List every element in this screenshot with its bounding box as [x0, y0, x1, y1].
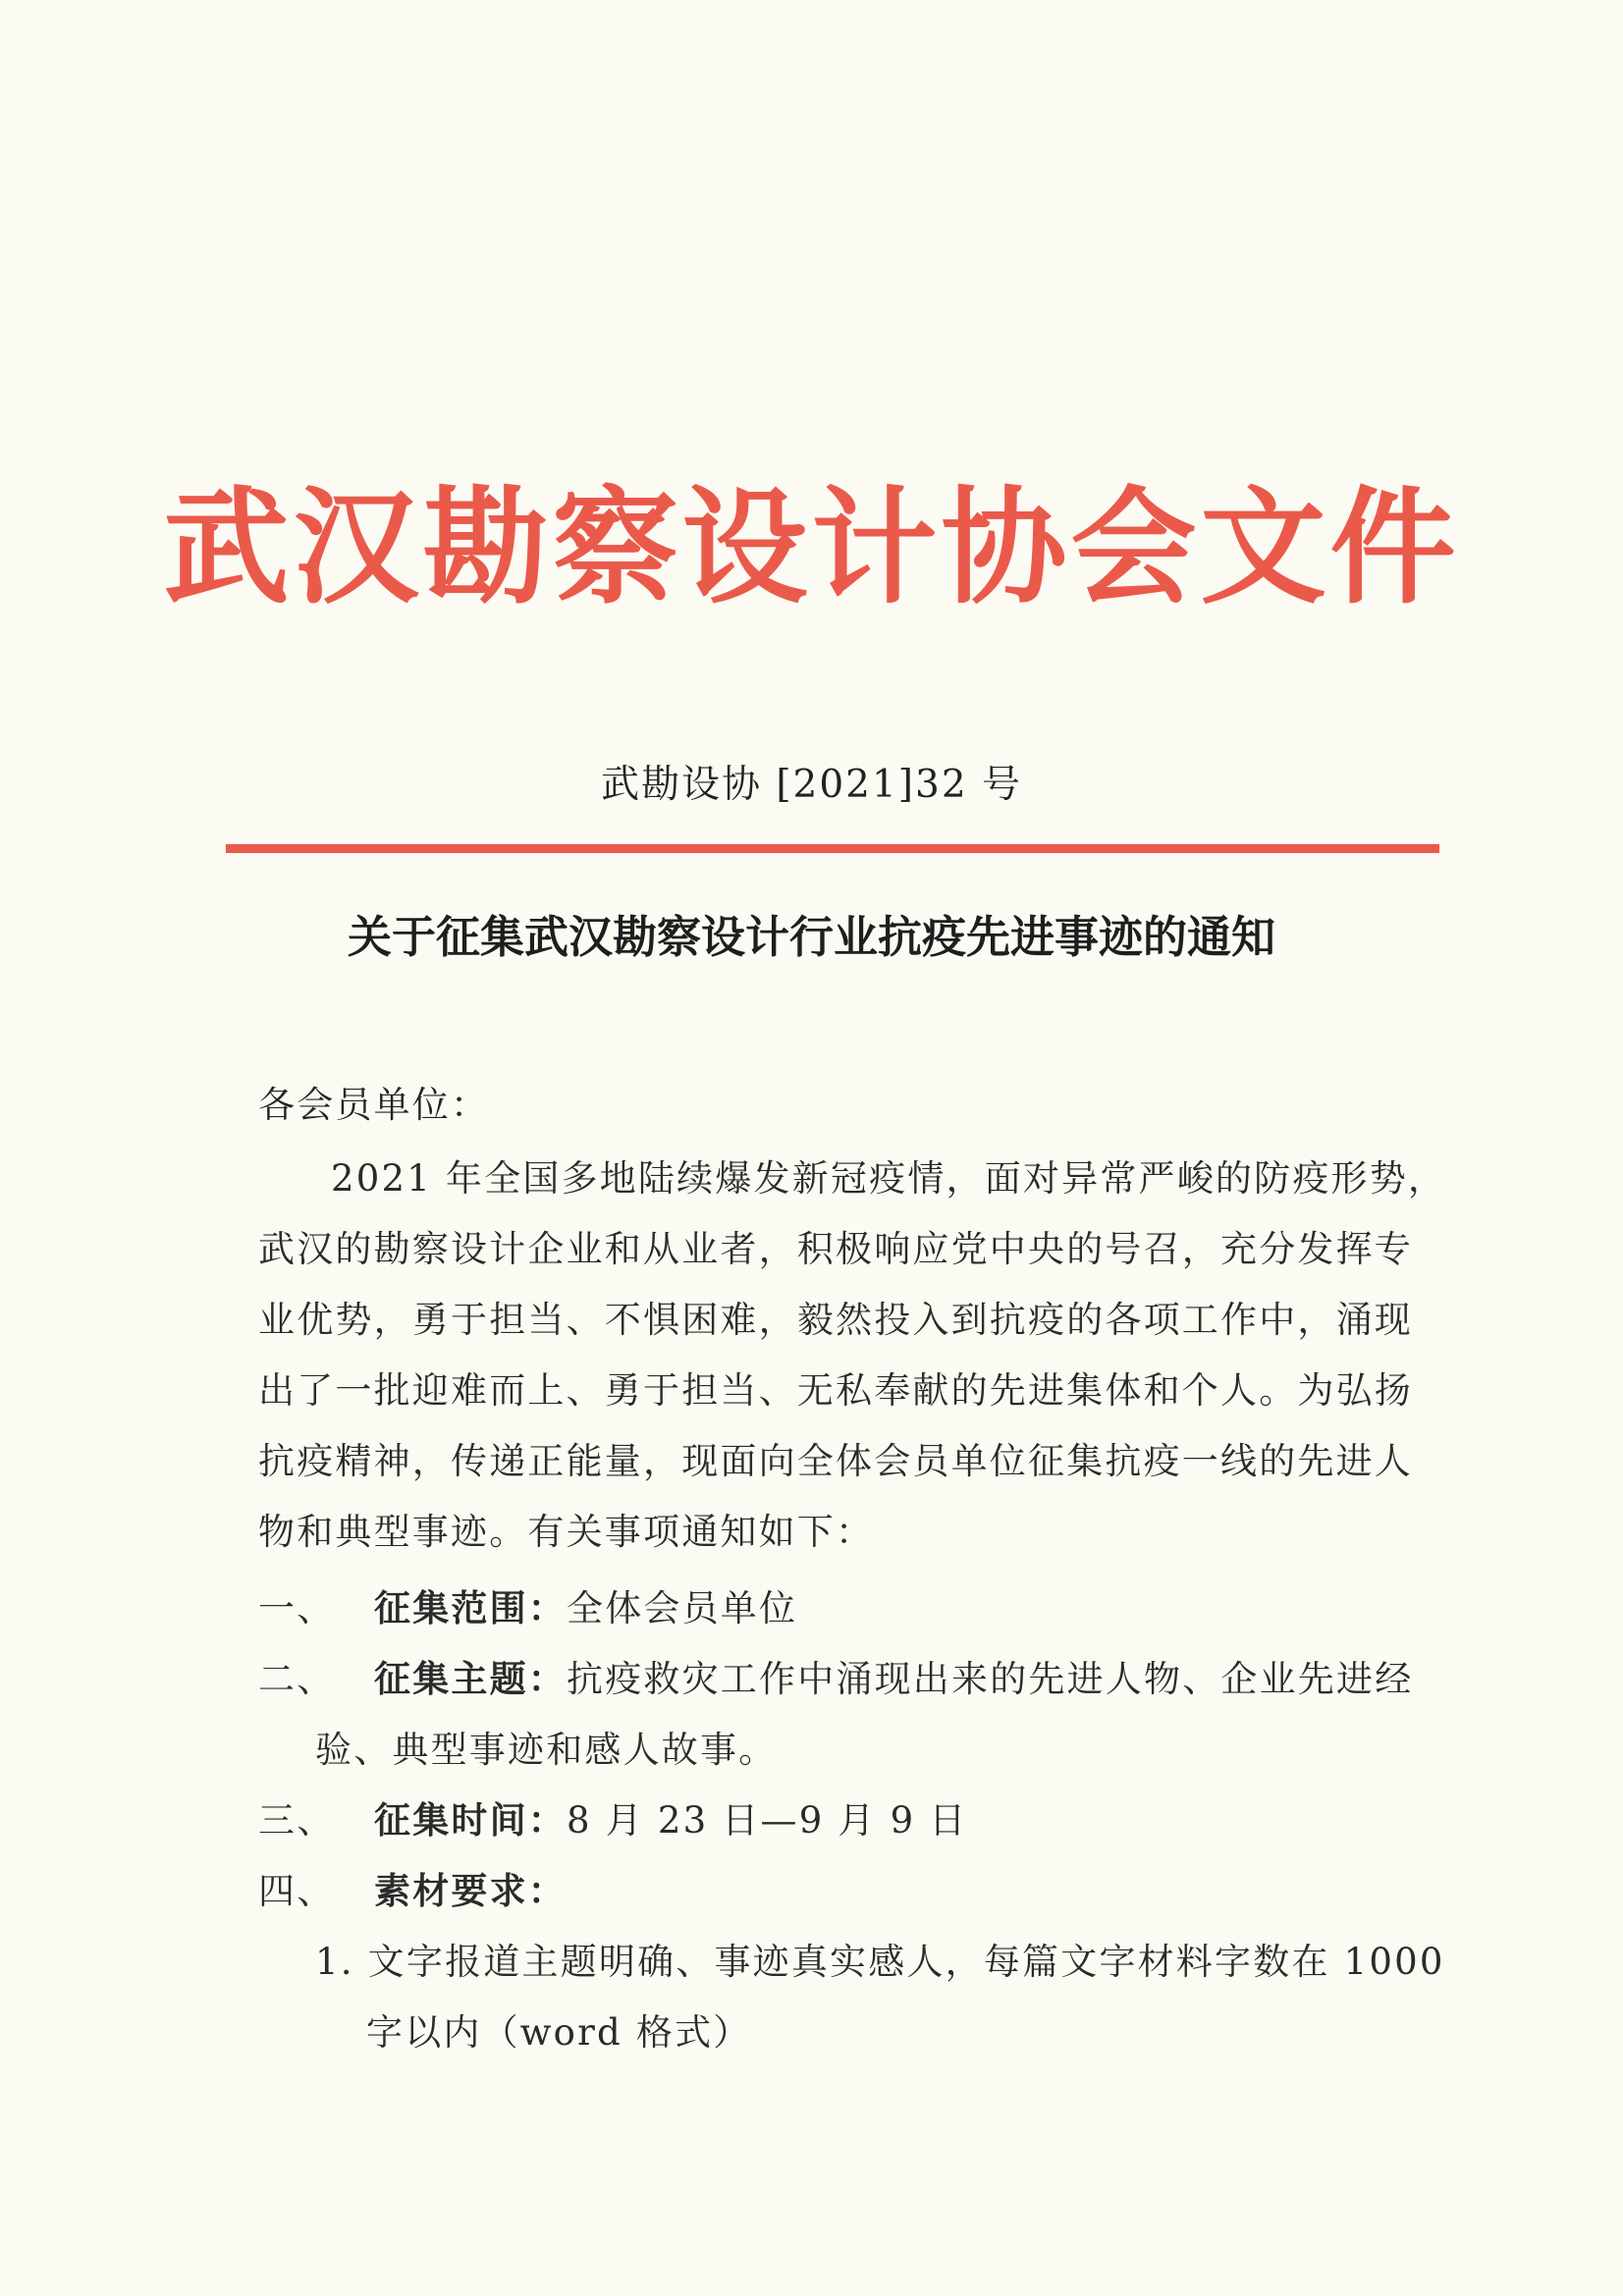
- section-item-scope: [258, 1578, 797, 1631]
- section-item-theme: [258, 1649, 1413, 1702]
- section-text: 8 月 23 日—9 月 9 日: [567, 1799, 968, 1842]
- section-label: 征集时间：: [374, 1798, 567, 1842]
- section-label: 征集范围：: [374, 1586, 567, 1629]
- intro-line: 武汉的勘察设计企业和从业者，积极响应党中央的号召，充分发挥专: [258, 1228, 1413, 1270]
- requirement-item: 1. 文字报道主题明确、事迹真实感人，每篇文字材料字数在 1000: [315, 1941, 1445, 1983]
- notice-title: 关于征集武汉勘察设计行业抗疫先进事迹的通知: [347, 911, 1275, 963]
- intro-paragraph: [258, 1144, 1447, 1568]
- section-number: 一、: [258, 1587, 336, 1629]
- intro-line: 2021 年全国多地陆续爆发新冠疫情，面对异常严峻的防疫形势，: [331, 1157, 1447, 1200]
- section-item-requirements: [258, 1861, 567, 1914]
- section-text: 抗疫救灾工作中涌现出来的先进人物、企业先进经: [567, 1658, 1414, 1700]
- intro-line: 抗疫精神，传递正能量，现面向全体会员单位征集抗疫一线的先进人: [258, 1440, 1413, 1482]
- intro-line: 出了一批迎难而上、勇于担当、无私奉献的先进集体和个人。为弘扬: [258, 1369, 1413, 1412]
- section-number: 二、: [258, 1658, 336, 1700]
- document-number: 武勘设协 [2021]32 号: [600, 763, 1023, 807]
- salutation: 各会员单位：: [258, 1084, 490, 1126]
- requirement-item-continued: 字以内（word 格式）: [366, 2011, 752, 2054]
- section-text: 全体会员单位: [567, 1587, 798, 1629]
- red-divider-line: [226, 844, 1439, 853]
- section-item-time: [258, 1790, 967, 1843]
- intro-line: 物和典型事迹。有关事项通知如下：: [258, 1511, 875, 1553]
- section-label: 征集主题：: [374, 1657, 567, 1700]
- section-number: 三、: [258, 1799, 336, 1842]
- masthead-title: 武汉勘察设计协会文件: [163, 474, 1460, 621]
- section-text-continued: 验、典型事迹和感人故事。: [315, 1729, 778, 1771]
- section-label: 素材要求：: [374, 1869, 567, 1912]
- section-number: 四、: [258, 1870, 336, 1912]
- intro-line: 业优势，勇于担当、不惧困难，毅然投入到抗疫的各项工作中，涌现: [258, 1299, 1413, 1341]
